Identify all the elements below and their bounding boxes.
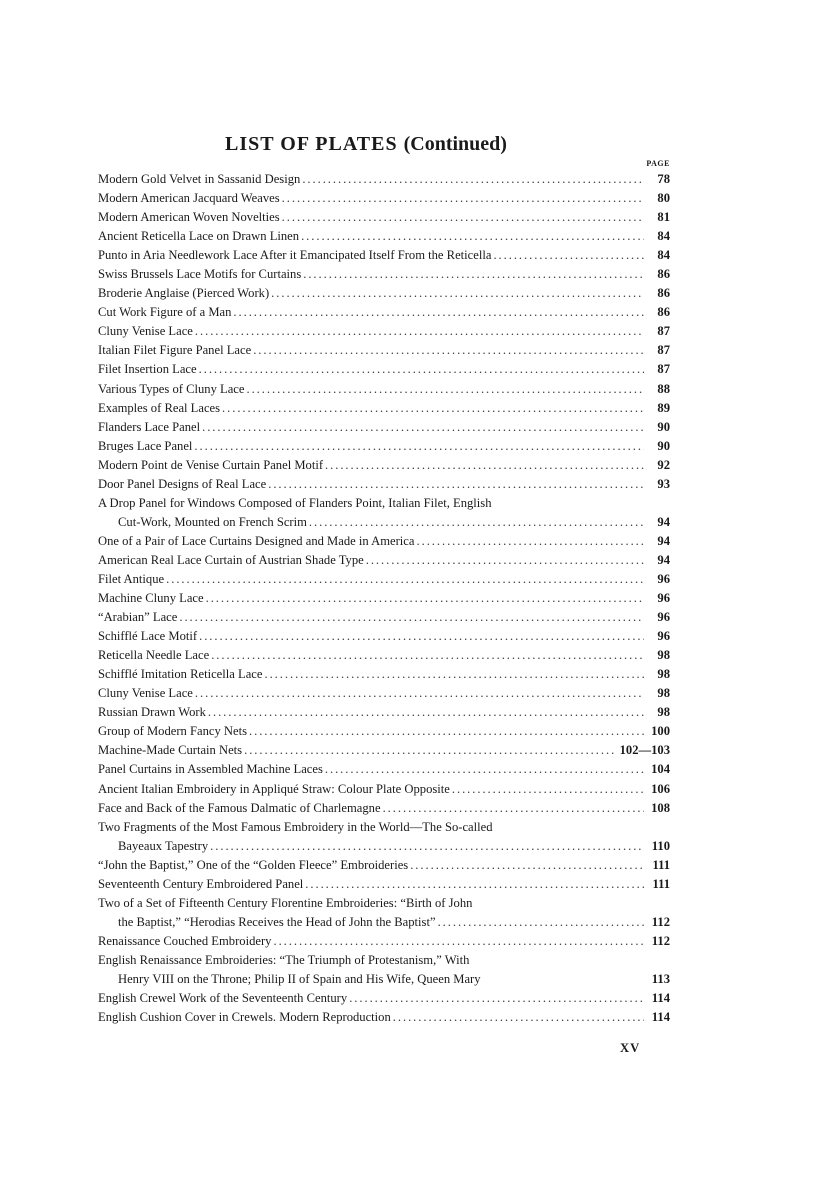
dot-leader xyxy=(233,303,644,322)
entry-title: Swiss Brussels Lace Motifs for Curtains xyxy=(98,267,302,282)
entry-page-number: 112 xyxy=(651,914,670,929)
entry-title: American Real Lace Curtain of Austrian Shade Type xyxy=(98,552,364,567)
entry-title: Cluny Venise Lace xyxy=(98,686,193,701)
entry-title: Modern American Jacquard Weaves xyxy=(98,191,280,206)
entry-page-number: 88 xyxy=(657,381,670,396)
dot-leader xyxy=(349,989,644,1008)
list-item xyxy=(98,570,670,589)
plates-list xyxy=(98,170,670,1027)
entry-title-continuation: Henry VIII on the Throne; Philip II of Spain and His Wife, Queen Mary xyxy=(118,971,481,986)
list-item xyxy=(98,760,670,779)
list-item xyxy=(98,189,670,208)
entry-title-continuation: the Baptist,” “Herodias Receives the Head of John the Baptist” xyxy=(118,914,436,929)
entry-page-number: 81 xyxy=(657,210,670,225)
page-folio: XV xyxy=(620,1041,641,1055)
entry-title-line: Two Fragments of the Most Famous Embroidery in the World—The So-called xyxy=(98,819,493,834)
list-item xyxy=(98,341,670,360)
entry-page-number: 92 xyxy=(657,457,670,472)
entry-title: Seventeenth Century Embroidered Panel xyxy=(98,876,304,891)
list-item xyxy=(98,265,670,284)
dot-leader xyxy=(273,932,644,951)
dot-leader xyxy=(253,341,644,360)
entry-page-number: 98 xyxy=(657,705,670,720)
list-item xyxy=(98,894,670,932)
entry-title: Door Panel Designs of Real Lace xyxy=(98,476,267,491)
dot-leader xyxy=(194,437,644,456)
dot-leader xyxy=(249,722,644,741)
entry-title: “Arabian” Lace xyxy=(98,610,178,625)
dot-leader xyxy=(282,189,644,208)
dot-leader xyxy=(302,170,644,189)
dot-leader xyxy=(410,856,644,875)
entry-title-line: Two of a Set of Fifteenth Century Florentine Embroideries: “Birth of John xyxy=(98,895,473,910)
list-item xyxy=(98,418,670,437)
dot-leader xyxy=(206,589,644,608)
dot-leader xyxy=(195,684,644,703)
dot-leader xyxy=(325,456,644,475)
entry-page-number: 90 xyxy=(657,419,670,434)
entry-page-number: 98 xyxy=(657,667,670,682)
list-item xyxy=(98,303,670,322)
dot-leader xyxy=(210,837,644,856)
entry-title: Flanders Lace Panel xyxy=(98,419,201,434)
entry-page-number: 93 xyxy=(657,476,670,491)
entry-title: Machine Cluny Lace xyxy=(98,591,204,606)
dot-leader xyxy=(264,665,644,684)
entry-title: Bruges Lace Panel xyxy=(98,438,193,453)
dot-leader xyxy=(246,380,644,399)
entry-title: English Crewel Work of the Seventeenth Century xyxy=(98,991,348,1006)
dot-leader xyxy=(325,760,644,779)
entry-page-number: 110 xyxy=(651,838,670,853)
entry-title: Cut Work Figure of a Man xyxy=(98,305,232,320)
list-item xyxy=(98,799,670,818)
entry-title: Cluny Venise Lace xyxy=(98,324,193,339)
entry-page-number: 80 xyxy=(657,191,670,206)
page-column-label: PAGE xyxy=(646,159,670,168)
list-item xyxy=(98,818,670,856)
entry-title: Ancient Reticella Lace on Drawn Linen xyxy=(98,229,300,244)
list-item xyxy=(98,551,670,570)
entry-page-number: 114 xyxy=(651,1010,670,1025)
dot-leader xyxy=(305,875,644,894)
entry-page-number: 108 xyxy=(651,800,670,815)
dot-leader xyxy=(202,418,644,437)
dot-leader xyxy=(417,532,645,551)
entry-title: Panel Curtains in Assembled Machine Laces xyxy=(98,762,323,777)
list-item xyxy=(98,646,670,665)
list-item xyxy=(98,475,670,494)
dot-leader xyxy=(179,608,644,627)
list-item xyxy=(98,284,670,303)
list-item xyxy=(98,951,670,989)
entry-page-number: 84 xyxy=(657,229,670,244)
entry-page-number: 94 xyxy=(657,552,670,567)
list-item xyxy=(98,741,670,760)
entry-page-number: 98 xyxy=(657,648,670,663)
list-item xyxy=(98,532,670,551)
entry-page-number: 104 xyxy=(651,762,670,777)
list-item xyxy=(98,780,670,799)
list-of-plates-page xyxy=(98,130,670,1027)
list-item xyxy=(98,703,670,722)
entry-page-number: 94 xyxy=(657,514,670,529)
entry-page-number: 102—103 xyxy=(619,743,670,758)
entry-page-number: 106 xyxy=(651,781,670,796)
entry-title-line: English Renaissance Embroideries: “The Triumph of Protestanism,” With xyxy=(98,952,470,967)
entry-page-number: 114 xyxy=(651,991,670,1006)
list-item xyxy=(98,627,670,646)
list-item xyxy=(98,208,670,227)
entry-title: Renaissance Couched Embroidery xyxy=(98,933,272,948)
entry-page-number: 87 xyxy=(657,362,670,377)
entry-title: “John the Baptist,” One of the “Golden Fleece” Embroideries xyxy=(98,857,409,872)
entry-page-number: 87 xyxy=(657,324,670,339)
dot-leader xyxy=(493,246,644,265)
list-item xyxy=(98,684,670,703)
entry-title-continuation: Bayeaux Tapestry xyxy=(118,838,209,853)
entry-page-number: 100 xyxy=(651,724,670,739)
entry-title: Group of Modern Fancy Nets xyxy=(98,724,247,739)
entry-page-number: 112 xyxy=(651,933,670,948)
list-item xyxy=(98,494,670,532)
entry-page-number: 84 xyxy=(657,248,670,263)
dot-leader xyxy=(303,265,644,284)
dot-leader xyxy=(393,1008,644,1027)
list-item xyxy=(98,437,670,456)
title-continued: (Continued) xyxy=(403,133,507,155)
dot-leader xyxy=(452,780,644,799)
entry-title-continuation: Cut-Work, Mounted on French Scrim xyxy=(118,514,307,529)
entry-page-number: 111 xyxy=(652,876,670,891)
list-item xyxy=(98,456,670,475)
entry-page-number: 96 xyxy=(657,629,670,644)
dot-leader xyxy=(166,570,644,589)
entry-page-number: 90 xyxy=(657,438,670,453)
list-item xyxy=(98,399,670,418)
entry-title: Face and Back of the Famous Dalmatic of Charlemagne xyxy=(98,800,381,815)
entry-title: One of a Pair of Lace Curtains Designed and Made in America xyxy=(98,533,415,548)
entry-page-number: 86 xyxy=(657,286,670,301)
list-item xyxy=(98,1008,670,1027)
entry-title: Italian Filet Figure Panel Lace xyxy=(98,343,252,358)
dot-leader xyxy=(309,513,644,532)
entry-title: Schifflé Imitation Reticella Lace xyxy=(98,667,263,682)
entry-page-number: 96 xyxy=(657,610,670,625)
entry-page-number: 78 xyxy=(657,172,670,186)
entry-title: Russian Drawn Work xyxy=(98,705,206,720)
dot-leader xyxy=(438,913,644,932)
list-item xyxy=(98,875,670,894)
list-item xyxy=(98,246,670,265)
entry-title: Modern American Woven Novelties xyxy=(98,210,280,225)
dot-leader xyxy=(268,475,644,494)
list-item xyxy=(98,856,670,875)
dot-leader xyxy=(301,227,644,246)
dot-leader xyxy=(199,360,644,379)
entry-title: Machine-Made Curtain Nets xyxy=(98,743,243,758)
dot-leader xyxy=(282,208,644,227)
dot-leader xyxy=(208,703,644,722)
entry-page-number: 111 xyxy=(652,857,670,872)
dot-leader xyxy=(244,741,616,760)
dot-leader xyxy=(211,646,644,665)
entry-title: Examples of Real Laces xyxy=(98,400,221,415)
list-item xyxy=(98,722,670,741)
entry-page-number: 86 xyxy=(657,305,670,320)
entry-title: Modern Gold Velvet in Sassanid Design xyxy=(98,172,301,186)
dot-leader xyxy=(199,627,644,646)
list-item xyxy=(98,989,670,1008)
dot-leader xyxy=(383,799,644,818)
list-item xyxy=(98,170,670,189)
entry-page-number: 96 xyxy=(657,571,670,586)
dot-leader xyxy=(195,322,644,341)
title-main: LIST OF PLATES xyxy=(225,133,398,155)
page-title xyxy=(80,130,652,158)
dot-leader xyxy=(271,284,644,303)
entry-page-number: 89 xyxy=(657,400,670,415)
list-item xyxy=(98,322,670,341)
entry-title: Filet Insertion Lace xyxy=(98,362,197,377)
list-item xyxy=(98,360,670,379)
entry-title: Broderie Anglaise (Pierced Work) xyxy=(98,286,270,301)
entry-title: Punto in Aria Needlework Lace After it Emancipated Itself From the Reticella xyxy=(98,248,492,263)
entry-title: Various Types of Cluny Lace xyxy=(98,381,245,396)
entry-page-number: 113 xyxy=(651,971,670,986)
entry-page-number: 87 xyxy=(657,343,670,358)
list-item xyxy=(98,608,670,627)
entry-title: Reticella Needle Lace xyxy=(98,648,210,663)
list-item xyxy=(98,227,670,246)
dot-leader xyxy=(222,399,644,418)
entry-page-number: 86 xyxy=(657,267,670,282)
list-item xyxy=(98,932,670,951)
list-item xyxy=(98,665,670,684)
entry-page-number: 94 xyxy=(657,533,670,548)
entry-title: English Cushion Cover in Crewels. Modern Reproduction xyxy=(98,1010,391,1025)
entry-title: Ancient Italian Embroidery in Appliqué Straw: Colour Plate Opposite xyxy=(98,781,450,796)
entry-title-line: A Drop Panel for Windows Composed of Flanders Point, Italian Filet, English xyxy=(98,495,492,510)
entry-page-number: 98 xyxy=(657,686,670,701)
dot-leader xyxy=(366,551,644,570)
list-item xyxy=(98,380,670,399)
list-item xyxy=(98,589,670,608)
entry-title: Schifflé Lace Motif xyxy=(98,629,198,644)
entry-page-number: 96 xyxy=(657,591,670,606)
entry-title: Modern Point de Venise Curtain Panel Motif xyxy=(98,457,324,472)
entry-title: Filet Antique xyxy=(98,571,165,586)
